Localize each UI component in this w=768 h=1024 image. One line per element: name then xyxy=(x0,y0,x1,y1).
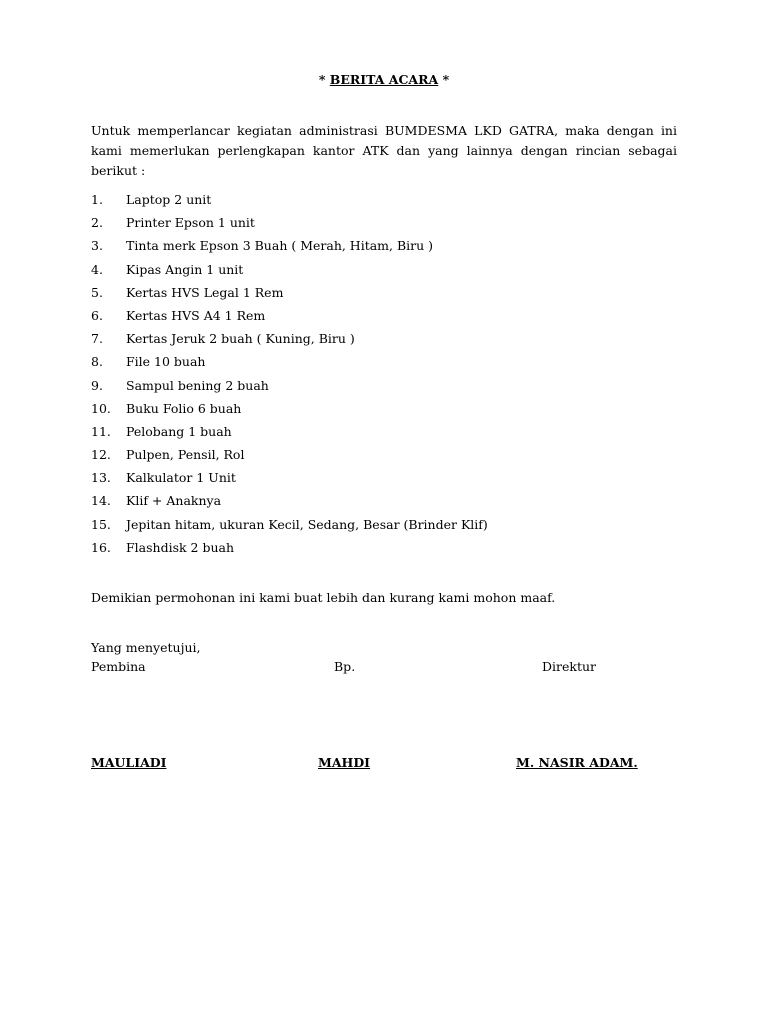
list-item-text: Tinta merk Epson 3 Buah ( Merah, Hitam, Biru ) xyxy=(126,238,434,254)
list-item-text: File 10 buah xyxy=(126,354,206,370)
list-item xyxy=(91,352,691,375)
item-list xyxy=(91,190,691,561)
list-item-text: Sampul bening 2 buah xyxy=(126,377,269,393)
list-item xyxy=(91,213,691,236)
list-item-text: Kalkulator 1 Unit xyxy=(126,470,236,486)
list-item-text: Laptop 2 unit xyxy=(126,192,212,207)
list-item xyxy=(91,260,691,283)
role-bp: Bp. xyxy=(334,659,356,674)
list-item-text: Pelobang 1 buah xyxy=(126,423,232,439)
list-item-text: Kertas HVS Legal 1 Rem xyxy=(126,284,284,300)
list-item xyxy=(91,468,691,491)
list-item-text: Kipas Angin 1 unit xyxy=(126,261,244,277)
list-item-number: 9. xyxy=(91,377,103,393)
list-item xyxy=(91,399,691,422)
list-item xyxy=(91,538,691,561)
title-text: BERITA ACARA xyxy=(329,72,439,87)
list-item xyxy=(91,329,691,352)
approval-label: Yang menyetujui, xyxy=(91,640,201,655)
list-item xyxy=(91,422,691,445)
list-item-number: 11. xyxy=(91,423,111,439)
list-item-number: 5. xyxy=(91,284,103,300)
list-item xyxy=(91,306,691,329)
list-item xyxy=(91,515,691,538)
role-direktur: Direktur xyxy=(542,659,597,674)
list-item-number: 3. xyxy=(91,238,103,254)
signatory-bp: MAHDI xyxy=(318,755,371,770)
list-item-number: 1. xyxy=(91,192,103,207)
list-item-text: Printer Epson 1 unit xyxy=(126,215,255,231)
list-item xyxy=(91,283,691,306)
list-item-text: Kertas Jeruk 2 buah ( Kuning, Biru ) xyxy=(126,331,355,347)
list-item-number: 7. xyxy=(91,331,103,347)
document-title xyxy=(0,72,768,87)
closing-paragraph: Demikian permohonan ini kami buat lebih dan kurang kami mohon maaf. xyxy=(91,590,556,605)
list-item-number: 14. xyxy=(91,493,111,509)
title-suffix: * xyxy=(438,72,450,87)
list-item xyxy=(91,445,691,468)
list-item-text: Jepitan hitam, ukuran Kecil, Sedang, Besar (Brinder Klif) xyxy=(126,516,488,532)
signatory-pembina: MAULIADI xyxy=(91,755,167,770)
list-item xyxy=(91,236,691,259)
list-item-number: 13. xyxy=(91,470,111,486)
list-item-text: Flashdisk 2 buah xyxy=(126,539,235,555)
list-item-number: 2. xyxy=(91,215,103,231)
list-item-number: 8. xyxy=(91,354,103,370)
list-item-number: 10. xyxy=(91,400,111,416)
intro-paragraph: Untuk memperlancar kegiatan administrasi BUMDESMA LKD GATRA, maka dengan ini kami memerlukan perlengkapan kantor ATK dan yang lainnya dengan rincian sebagai berikut : xyxy=(91,123,677,178)
list-item-text: Klif + Anaknya xyxy=(126,493,222,509)
title-prefix: * xyxy=(318,72,330,87)
list-item xyxy=(91,376,691,399)
list-item-number: 6. xyxy=(91,307,103,323)
list-item-number: 4. xyxy=(91,261,103,277)
list-item-number: 12. xyxy=(91,447,111,463)
list-item-text: Pulpen, Pensil, Rol xyxy=(126,447,245,463)
role-pembina: Pembina xyxy=(91,659,146,674)
list-item-number: 16. xyxy=(91,539,111,555)
list-item xyxy=(91,190,691,213)
signatory-direktur: M. NASIR ADAM. xyxy=(516,755,638,770)
list-item-number: 15. xyxy=(91,516,111,532)
list-item xyxy=(91,491,691,514)
list-item-text: Kertas HVS A4 1 Rem xyxy=(126,307,266,323)
list-item-text: Buku Folio 6 buah xyxy=(126,400,242,416)
